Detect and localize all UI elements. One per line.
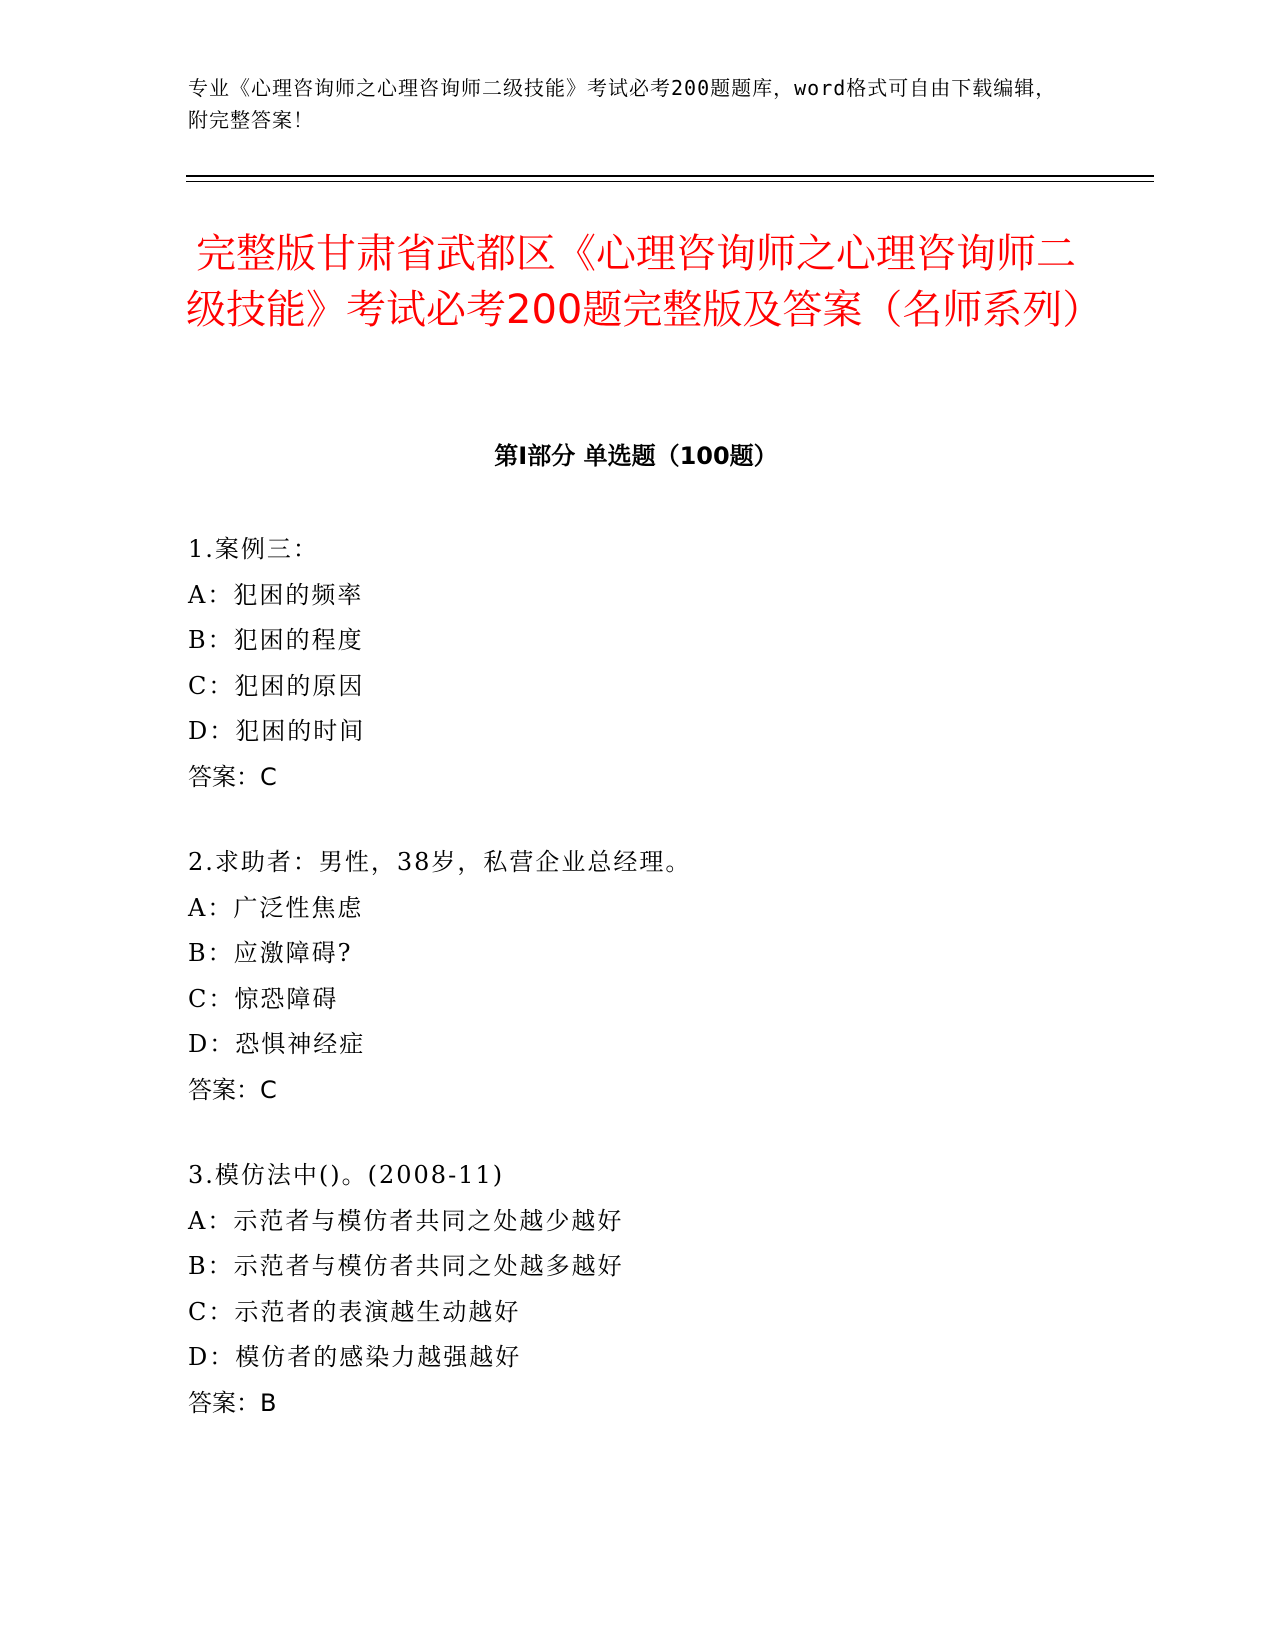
option-d: D：恐惧神经症 xyxy=(188,1030,366,1058)
option-a: A：示范者与模仿者共同之处越少越好 xyxy=(188,1206,624,1235)
option-d: D：犯困的时间 xyxy=(188,717,366,745)
option-b: B：示范者与模仿者共同之处越多越好 xyxy=(188,1252,624,1280)
question-item xyxy=(188,1153,1088,1426)
option-c: C：示范者的表演越生动越好 xyxy=(188,1297,521,1326)
question-stem: 1.案例三： xyxy=(188,535,319,563)
header-note: 专业《心理咨询师之心理咨询师二级技能》考试必考200题题库，word格式可自由下载编辑，附完整答案！ xyxy=(188,76,1057,132)
question-item xyxy=(188,840,1088,1113)
question-stem: 3.模仿法中()。(2008-11) xyxy=(188,1161,505,1189)
header-rule-thick xyxy=(186,175,1154,177)
option-b: B：犯困的程度 xyxy=(188,626,364,654)
answer-line: 答案：B xyxy=(188,1388,277,1417)
answer-line: 答案：C xyxy=(188,1075,277,1104)
question-item xyxy=(188,527,1088,800)
question-list xyxy=(188,527,1088,1466)
document-title: 完整版甘肃省武都区《心理咨询师之心理咨询师二级技能》考试必考200题完整版及答案（名师系列） xyxy=(186,231,1103,333)
option-a: A：广泛性焦虑 xyxy=(188,893,364,922)
option-b: B：应激障碍? xyxy=(188,939,353,967)
section-title: 第Ⅰ部分 单选题（100题） xyxy=(494,442,778,470)
option-a: A：犯困的频率 xyxy=(188,580,364,609)
option-c: C：犯困的原因 xyxy=(188,671,365,700)
header-rule-thin xyxy=(186,181,1154,182)
option-c: C：惊恐障碍 xyxy=(188,984,339,1013)
question-stem: 2.求助者：男性，38岁，私营企业总经理。 xyxy=(188,848,692,876)
answer-line: 答案：C xyxy=(188,762,277,791)
option-d: D：模仿者的感染力越强越好 xyxy=(188,1343,522,1371)
